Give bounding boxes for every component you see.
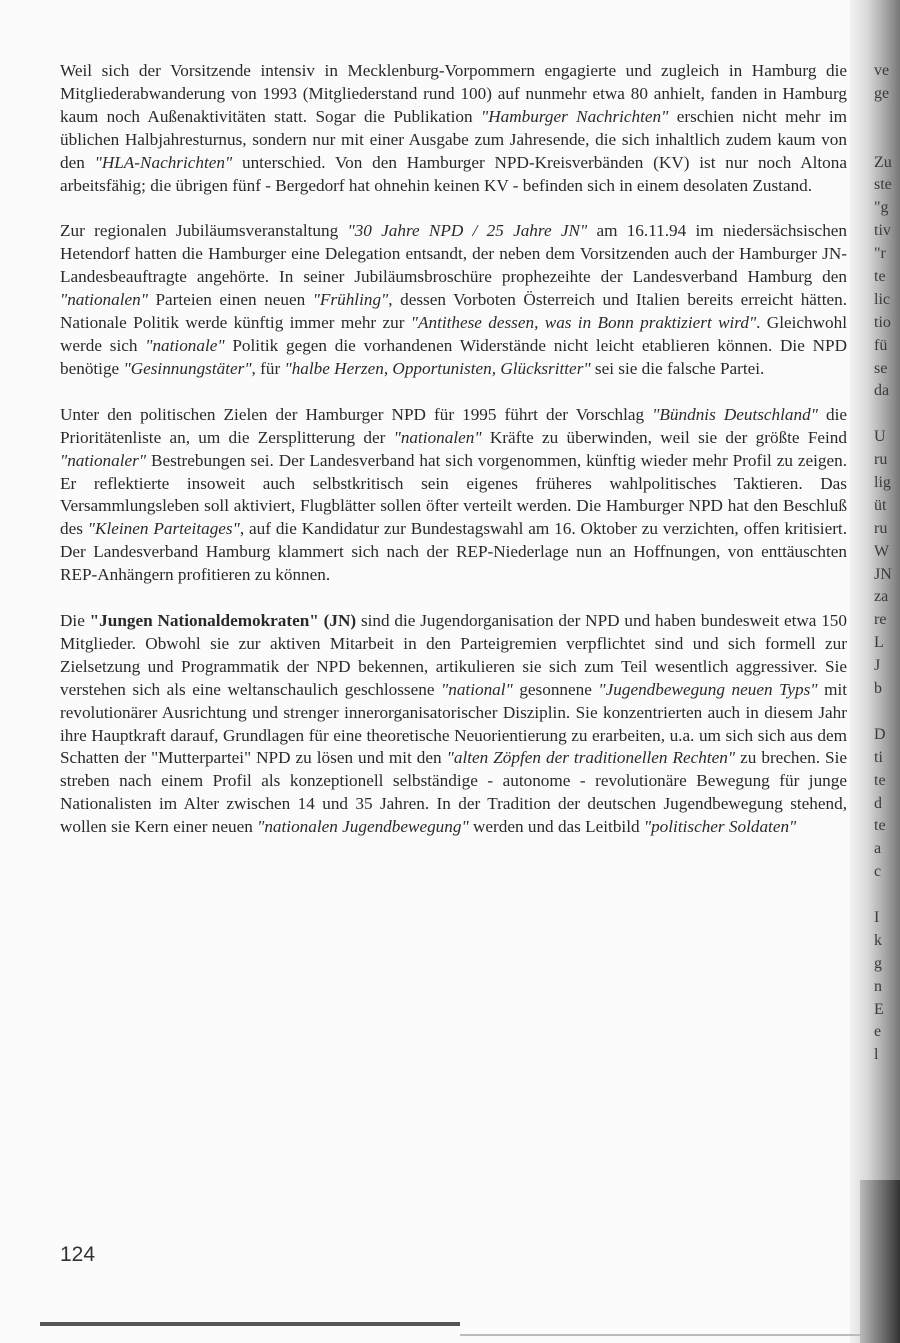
next-page-fragment: W xyxy=(874,542,890,560)
next-page-fragment: ru xyxy=(874,451,888,469)
next-page-fragment: ti xyxy=(874,748,883,766)
page-number: 124 xyxy=(60,1243,96,1266)
next-page-fragment: te xyxy=(874,268,886,286)
next-page-fragment: d xyxy=(874,794,882,812)
next-page-fragment: fü xyxy=(874,336,888,354)
next-page-fragment: b xyxy=(874,680,882,698)
next-page-fragment: re xyxy=(874,611,887,629)
scan-edge-line xyxy=(40,1322,460,1326)
next-page-fragment: te xyxy=(874,771,886,789)
next-page-fragment: ve xyxy=(874,62,890,79)
next-page-fragment: JN xyxy=(874,565,892,583)
next-page-fragment: J xyxy=(874,657,881,675)
next-page-fragment: za xyxy=(874,588,889,606)
next-page-fragment: E xyxy=(874,1000,884,1018)
next-page-fragment: "r xyxy=(874,245,886,263)
next-page-fragment: ru xyxy=(874,519,888,537)
next-page-fragment: se xyxy=(874,359,888,377)
next-page-fragment: L xyxy=(874,634,884,652)
next-page-fragment: tiv xyxy=(874,222,891,240)
next-page-fragment: g xyxy=(874,954,882,972)
scan-edge-line-faint xyxy=(460,1334,860,1336)
next-page-fragment xyxy=(874,106,900,129)
next-page-fragment: I xyxy=(874,908,880,926)
next-page-fragment: te xyxy=(874,817,886,835)
gutter-bottom-shadow xyxy=(860,1180,900,1343)
next-page-fragment: ste xyxy=(874,176,892,194)
next-page-fragment: da xyxy=(874,382,890,400)
next-page-fragment: Zu xyxy=(874,153,892,171)
next-page-fragment: c xyxy=(874,863,882,881)
next-page-fragment: l xyxy=(874,1046,879,1064)
next-page-fragment: lig xyxy=(874,474,891,492)
next-page-fragment: ge xyxy=(874,84,890,102)
next-page-fragment: a xyxy=(874,840,882,858)
next-page-fragment: k xyxy=(874,931,882,949)
paragraph-4: Die "Jungen Nationaldemokraten" (JN) sind die Jugendorganisation der NPD und haben bundesweit etwa 150 Mitglieder. Obwohl sie zur aktiven Mitarbeit in den Parteigremien verpflichtet sind und sich formell zur Zielsetzung und Programmatik der NPD bekennen, artikulieren sie sich zum Teil wesentlich aggressiver. Sie verstehen sich als eine weltanschaulich geschlossene "national" gesonnene "Jugendbewegung neuen Typs" mit revolutionärer Ausrichtung und strenger innerorganisatorischer Disziplin. Sie konzentrierten auch in diesem Jahr ihre Hauptkraft darauf, Grundlagen für eine theoretische Neuorientierung zu erarbeiten, u.a. um sich sich aus dem Schatten der "Mutterpartei" NPD zu lösen und mit den "alten Zöpfen der traditionellen Rechten" zu brechen. Sie streben nach einem Profil als konzeptionell selbständige - autonome - revolutionäre Bewegung für junge Nationalisten im Alter zwischen 14 und 35 Jahren. In der Tradition der deutschen Jugendbewegung stehend, wollen sie Kern einer neuen "nationalen Jugendbewegung" werden und das Leitbild "politischer Soldaten" xyxy=(60,611,848,837)
paragraph-1: Weil sich der Vorsitzende intensiv in Mecklenburg-Vorpommern engagierte und zugleich in Hamburg die Mitgliederabwanderung von 1993 (Mitgliederstand rund 100) auf nunmehr etwa 80 anhielt, fanden in Hamburg kaum noch Außenaktivitäten statt. Sogar die Publikation "Hamburger Nachrichten" erschien nicht mehr im üblichen Halbjahresturnus, sondern nur mit einer Ausgabe zum Jahresende, die sich inhaltlich zudem kaum von den "HLA-Nachrichten" unterschied. Von den Hamburger NPD-Kreisverbänden (KV) ist nur noch Altona arbeitsfähig; die übrigen fünf - Bergedorf hat ohnehin keinen KV - befinden sich in einem desolaten Zustand. xyxy=(60,61,848,195)
next-page-fragment: lic xyxy=(874,290,890,308)
next-page-fragment: "g xyxy=(874,199,889,217)
paragraph-3: Unter den politischen Zielen der Hamburger NPD für 1995 führt der Vorschlag "Bündnis Deutschland" die Prioritätenliste an, um die Zersplitterung der "nationalen" Kräfte zu überwinden, weil sie der größte Feind "nationaler" Bestrebungen sei. Der Landesverband hat sich vorgenommen, künftig wieder mehr Profil zu zeigen. Er reflektierte insoweit auch selbstkritisch sein eigenes früheres wahlpolitisches Taktieren. Das Versammlungsleben soll aktiviert, Flugblätter sollen öfter verteilt werden. Die Hamburger NPD hat den Beschluß des "Kleinen Parteitages", auf die Kandidatur zur Bundestagswahl am 16. Oktober zu verzichten, offen kritisiert. Der Landesverband Hamburg klammert sich nach der REP-Niederlage nun an Hoffnungen, von enttäuschten REP-Anhängern profitieren zu können. xyxy=(60,404,847,585)
paragraph-2: Zur regionalen Jubiläumsveranstaltung "30 Jahre NPD / 25 Jahre JN" am 16.11.94 im niedersächsischen Hetendorf hatten die Hamburger eine Delegation entsandt, der neben dem Vorsitzenden auch der Hamburger JN-Landesbeauftragte angehörte. In seiner Jubiläumsbroschüre prophezeihte der Landesverband Hamburg den "nationalen" Parteien einen neuen "Frühling", dessen Vorboten Österreich und Italien bereits erreicht hätten. Nationale Politik werde künftig immer mehr zur "Antithese dessen, was in Bonn praktiziert wird". Gleichwohl werde sich "nationale" Politik gegen die vorhandenen Widerstände nicht leicht etablieren können. Die NPD benötige "Gesinnungstäter", für "halbe Herzen, Opportunisten, Glücksritter" sei sie die falsche Partei. xyxy=(60,221,848,378)
next-page-fragment xyxy=(874,129,900,152)
next-page-fragment: D xyxy=(874,725,886,743)
next-page-fragments xyxy=(874,60,900,1067)
next-page-fragment: U xyxy=(874,428,886,446)
next-page-fragment xyxy=(874,884,900,907)
next-page-fragment: n xyxy=(874,977,882,995)
next-page-fragment xyxy=(874,701,900,724)
next-page-fragment: üt xyxy=(874,496,887,514)
next-page-fragment: e xyxy=(874,1023,882,1041)
next-page-fragment xyxy=(874,403,900,426)
next-page-fragment: tio xyxy=(874,313,891,331)
main-text-column xyxy=(60,60,847,839)
